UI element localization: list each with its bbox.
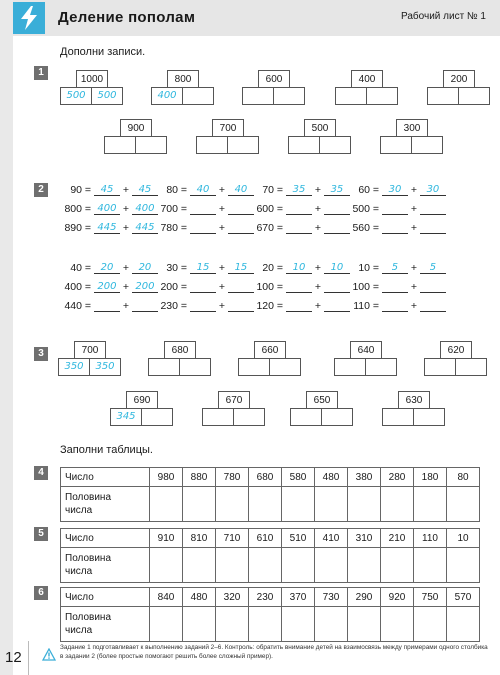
table-cell: 880 — [183, 468, 216, 487]
house-answer-right[interactable] — [273, 87, 305, 105]
answer-cell[interactable] — [348, 487, 381, 522]
halving-equation: 670 = + — [242, 222, 350, 234]
house-answer-left[interactable] — [382, 408, 414, 426]
halving-equation: 700 = + — [146, 203, 254, 215]
page-header — [13, 0, 500, 36]
answer-cell[interactable] — [381, 607, 414, 642]
answer-cell[interactable] — [150, 548, 183, 583]
halving-equation: 440 = + — [50, 300, 158, 312]
equation-sum: 10 — [358, 262, 370, 274]
answer-cell[interactable] — [216, 487, 249, 522]
answer-cell[interactable] — [315, 487, 348, 522]
number-house — [334, 341, 398, 383]
table-cell: 290 — [348, 588, 381, 607]
halving-equation: 80 = 40 + 40 — [146, 184, 254, 196]
house-number: 300 — [396, 119, 428, 137]
table-cell: 480 — [183, 588, 216, 607]
answer-blank[interactable]: 15 — [190, 262, 216, 274]
answer-cell[interactable] — [282, 607, 315, 642]
task-number: 4 — [34, 466, 48, 480]
house-answer-right[interactable] — [179, 358, 211, 376]
instruction-tables: Заполни таблицы. — [60, 444, 153, 456]
table-cell: 610 — [249, 529, 282, 548]
answer-cell[interactable] — [216, 607, 249, 642]
table-cell: 580 — [282, 468, 315, 487]
answer-blank[interactable]: 20 — [94, 262, 120, 274]
half-label-line2: числа — [65, 566, 93, 577]
answer-cell[interactable] — [315, 548, 348, 583]
answer-blank[interactable] — [420, 222, 446, 234]
halving-equation: 780 = + — [146, 222, 254, 234]
answer-cell[interactable] — [249, 548, 282, 583]
table-cell: 510 — [282, 529, 315, 548]
house-answer-left[interactable] — [202, 408, 234, 426]
number-house — [380, 119, 444, 161]
table-cell: 980 — [150, 468, 183, 487]
answer-blank[interactable] — [420, 281, 446, 293]
house-answer-left[interactable] — [380, 136, 412, 154]
table-cell: 230 — [249, 588, 282, 607]
half-label-line1: Половина — [65, 492, 112, 503]
answer-blank[interactable]: 30 — [420, 184, 446, 196]
house-answer-left[interactable] — [104, 136, 136, 154]
answer-blank[interactable]: 400 — [94, 203, 120, 215]
house-answer-right[interactable]: 500 — [91, 87, 123, 105]
house-number: 670 — [218, 391, 250, 409]
answer-blank[interactable]: 445 — [132, 222, 158, 234]
number-house — [148, 341, 212, 383]
half-label-line1: Половина — [65, 553, 112, 564]
table-cell: 180 — [414, 468, 447, 487]
number-house — [242, 70, 306, 112]
page-number: 12 — [5, 649, 22, 666]
answer-cell[interactable] — [183, 548, 216, 583]
answer-blank[interactable] — [382, 222, 408, 234]
halves-table-5 — [60, 528, 480, 583]
warning-icon — [42, 648, 56, 666]
task-number: 2 — [34, 183, 48, 197]
halves-table-6 — [60, 587, 480, 642]
equation-sum: 500 — [352, 203, 370, 215]
house-number: 900 — [120, 119, 152, 137]
answer-cell[interactable] — [447, 548, 480, 583]
answer-blank[interactable] — [420, 300, 446, 312]
number-house — [196, 119, 260, 161]
house-answer-right[interactable]: 350 — [89, 358, 121, 376]
table-cell: 570 — [447, 588, 480, 607]
answer-blank[interactable]: 200 — [132, 281, 158, 293]
table-cell: 810 — [183, 529, 216, 548]
table-cell: 920 — [381, 588, 414, 607]
house-number: 680 — [164, 341, 196, 359]
house-answer-left[interactable]: 400 — [151, 87, 183, 105]
table-cell: 910 — [150, 529, 183, 548]
equation-sum: 670 — [256, 222, 274, 234]
number-house — [290, 391, 354, 433]
answer-blank[interactable] — [286, 203, 312, 215]
halving-equation: 120 = + — [242, 300, 350, 312]
half-label-line2: числа — [65, 625, 93, 636]
house-number: 650 — [306, 391, 338, 409]
house-answer-right[interactable] — [411, 136, 443, 154]
house-answer-right[interactable] — [319, 136, 351, 154]
house-answer-left[interactable] — [334, 358, 366, 376]
answer-cell[interactable] — [183, 607, 216, 642]
table-cell: 10 — [447, 529, 480, 548]
answer-blank[interactable] — [190, 300, 216, 312]
halving-equation: 400 = 200 + 200 — [50, 281, 158, 293]
answer-cell[interactable] — [315, 607, 348, 642]
halving-equation: 10 = 5 + 5 — [338, 262, 446, 274]
task-number: 3 — [34, 347, 48, 361]
answer-blank[interactable]: 40 — [228, 184, 254, 196]
answer-cell[interactable] — [447, 487, 480, 522]
answer-cell[interactable] — [414, 487, 447, 522]
row-label-half — [61, 548, 150, 583]
answer-blank[interactable] — [420, 203, 446, 215]
house-number: 500 — [304, 119, 336, 137]
table-cell: 370 — [282, 588, 315, 607]
answer-blank[interactable]: 45 — [132, 184, 158, 196]
house-answer-left[interactable] — [427, 87, 459, 105]
table-cell: 210 — [381, 529, 414, 548]
teacher-note: Задание 1 подготавливает к выполнению заданий 2–6. Контроль: обратить внимание детей на взаимосвязь между примерами одного столбика в задании 2 (более простые помогают решить более сложный пример). — [60, 644, 488, 660]
equation-sum: 400 — [64, 281, 82, 293]
halving-equation: 800 = 400 + 400 — [50, 203, 158, 215]
answer-blank[interactable]: 10 — [324, 262, 350, 274]
answer-blank[interactable] — [382, 300, 408, 312]
answer-cell[interactable] — [150, 607, 183, 642]
equation-sum: 20 — [262, 262, 274, 274]
table-cell: 730 — [315, 588, 348, 607]
page-title: Деление пополам — [58, 9, 196, 26]
answer-cell[interactable] — [414, 548, 447, 583]
table-cell: 80 — [447, 468, 480, 487]
answer-cell[interactable] — [348, 548, 381, 583]
instruction-records: Дополни записи. — [60, 46, 146, 58]
house-answer-left[interactable] — [288, 136, 320, 154]
house-number: 400 — [351, 70, 383, 88]
equation-sum: 110 — [353, 300, 370, 312]
number-house — [335, 70, 399, 112]
worksheet-label: Рабочий лист № 1 — [401, 11, 486, 22]
answer-blank[interactable]: 10 — [286, 262, 312, 274]
answer-blank[interactable] — [190, 203, 216, 215]
halves-table-4 — [60, 467, 480, 522]
number-house — [104, 119, 168, 161]
house-answer-right[interactable] — [458, 87, 490, 105]
halving-equation: 560 = + — [338, 222, 446, 234]
equation-sum: 30 — [166, 262, 178, 274]
answer-blank[interactable] — [382, 203, 408, 215]
halving-equation: 30 = 15 + 15 — [146, 262, 254, 274]
equation-sum: 700 — [160, 203, 178, 215]
house-number: 700 — [212, 119, 244, 137]
answer-blank[interactable]: 35 — [324, 184, 350, 196]
house-number: 660 — [254, 341, 286, 359]
house-answer-left[interactable] — [238, 358, 270, 376]
answer-blank[interactable] — [382, 281, 408, 293]
equation-sum: 100 — [352, 281, 370, 293]
house-number: 800 — [167, 70, 199, 88]
answer-cell[interactable] — [183, 487, 216, 522]
house-answer-left[interactable] — [290, 408, 322, 426]
row-label-half — [61, 607, 150, 642]
answer-cell[interactable] — [150, 487, 183, 522]
answer-cell[interactable] — [282, 548, 315, 583]
answer-blank[interactable]: 45 — [94, 184, 120, 196]
answer-blank[interactable] — [94, 300, 120, 312]
house-answer-right[interactable] — [135, 136, 167, 154]
halving-equation: 200 = + — [146, 281, 254, 293]
equation-sum: 100 — [256, 281, 274, 293]
halving-equation: 500 = + — [338, 203, 446, 215]
equation-sum: 780 — [160, 222, 178, 234]
house-number: 640 — [350, 341, 382, 359]
table-cell: 280 — [381, 468, 414, 487]
house-answer-right[interactable] — [182, 87, 214, 105]
house-answer-left[interactable] — [148, 358, 180, 376]
house-answer-right[interactable] — [227, 136, 259, 154]
table-cell: 710 — [216, 529, 249, 548]
house-answer-right[interactable] — [365, 358, 397, 376]
halving-equation: 890 = 445 + 445 — [50, 222, 158, 234]
answer-cell[interactable] — [414, 607, 447, 642]
halving-equation: 90 = 45 + 45 — [50, 184, 158, 196]
lightning-icon — [13, 2, 45, 34]
house-number: 600 — [258, 70, 290, 88]
house-answer-right[interactable] — [366, 87, 398, 105]
house-answer-left[interactable] — [196, 136, 228, 154]
task-number: 6 — [34, 586, 48, 600]
equation-sum: 890 — [64, 222, 82, 234]
house-answer-right[interactable] — [269, 358, 301, 376]
answer-cell[interactable] — [348, 607, 381, 642]
table-cell: 380 — [348, 468, 381, 487]
house-number: 200 — [443, 70, 475, 88]
answer-blank[interactable] — [286, 222, 312, 234]
halving-equation: 110 = + — [338, 300, 446, 312]
equation-sum: 70 — [262, 184, 274, 196]
halving-equation: 20 = 10 + 10 — [242, 262, 350, 274]
answer-cell[interactable] — [249, 487, 282, 522]
house-answer-right[interactable] — [233, 408, 265, 426]
number-house — [110, 391, 174, 433]
house-number: 630 — [398, 391, 430, 409]
table-cell: 680 — [249, 468, 282, 487]
number-house — [382, 391, 446, 433]
table-cell: 780 — [216, 468, 249, 487]
house-answer-right[interactable] — [321, 408, 353, 426]
footer-divider — [28, 641, 29, 675]
house-number: 690 — [126, 391, 158, 409]
number-house — [424, 341, 488, 383]
house-answer-right[interactable] — [141, 408, 173, 426]
house-answer-right[interactable] — [413, 408, 445, 426]
row-label-number: Число — [61, 529, 150, 548]
answer-blank[interactable]: 20 — [132, 262, 158, 274]
table-cell: 410 — [315, 529, 348, 548]
house-number: 1000 — [76, 70, 108, 88]
table-cell: 320 — [216, 588, 249, 607]
equation-sum: 200 — [160, 281, 178, 293]
row-label-number: Число — [61, 468, 150, 487]
answer-blank[interactable]: 200 — [94, 281, 120, 293]
answer-blank[interactable] — [190, 222, 216, 234]
page-margin-strip — [0, 0, 13, 675]
table-cell: 110 — [414, 529, 447, 548]
number-house — [60, 70, 124, 112]
half-label-line1: Половина — [65, 612, 112, 623]
answer-blank[interactable]: 5 — [382, 262, 408, 274]
number-house — [238, 341, 302, 383]
house-answer-left[interactable] — [335, 87, 367, 105]
halving-equation: 600 = + — [242, 203, 350, 215]
answer-blank[interactable]: 35 — [286, 184, 312, 196]
answer-cell[interactable] — [381, 487, 414, 522]
halving-equation: 60 = 30 + 30 — [338, 184, 446, 196]
half-label-line2: числа — [65, 505, 93, 516]
task-number: 1 — [34, 66, 48, 80]
halving-equation: 230 = + — [146, 300, 254, 312]
house-answer-left[interactable] — [242, 87, 274, 105]
house-answer-left[interactable]: 350 — [58, 358, 90, 376]
answer-blank[interactable] — [190, 281, 216, 293]
number-house — [202, 391, 266, 433]
halving-equation: 100 = + — [242, 281, 350, 293]
house-answer-left[interactable] — [424, 358, 456, 376]
table-cell: 840 — [150, 588, 183, 607]
answer-blank[interactable]: 400 — [132, 203, 158, 215]
equation-sum: 90 — [70, 184, 82, 196]
halving-equation: 100 = + — [338, 281, 446, 293]
table-cell: 310 — [348, 529, 381, 548]
equation-sum: 800 — [64, 203, 82, 215]
number-house — [427, 70, 491, 112]
table-cell: 480 — [315, 468, 348, 487]
number-house — [58, 341, 122, 383]
house-answer-right[interactable] — [455, 358, 487, 376]
answer-blank[interactable]: 5 — [420, 262, 446, 274]
answer-blank[interactable] — [286, 281, 312, 293]
halving-equation: 40 = 20 + 20 — [50, 262, 158, 274]
house-number: 700 — [74, 341, 106, 359]
house-answer-left[interactable]: 500 — [60, 87, 92, 105]
answer-cell[interactable] — [216, 548, 249, 583]
answer-blank[interactable]: 445 — [94, 222, 120, 234]
answer-cell[interactable] — [381, 548, 414, 583]
answer-blank[interactable]: 15 — [228, 262, 254, 274]
equation-sum: 40 — [70, 262, 82, 274]
table-cell: 750 — [414, 588, 447, 607]
equation-sum: 120 — [256, 300, 274, 312]
number-house — [151, 70, 215, 112]
task-number: 5 — [34, 527, 48, 541]
equation-sum: 560 — [352, 222, 370, 234]
halving-equation: 70 = 35 + 35 — [242, 184, 350, 196]
equation-sum: 230 — [160, 300, 178, 312]
answer-cell[interactable] — [249, 607, 282, 642]
house-answer-left[interactable]: 345 — [110, 408, 142, 426]
row-label-half — [61, 487, 150, 522]
equation-sum: 440 — [64, 300, 82, 312]
equation-sum: 80 — [166, 184, 178, 196]
equation-sum: 600 — [256, 203, 274, 215]
house-number: 620 — [440, 341, 472, 359]
number-house — [288, 119, 352, 161]
row-label-number: Число — [61, 588, 150, 607]
answer-blank[interactable] — [286, 300, 312, 312]
equation-sum: 60 — [358, 184, 370, 196]
answer-cell[interactable] — [447, 607, 480, 642]
answer-cell[interactable] — [282, 487, 315, 522]
answer-blank[interactable]: 30 — [382, 184, 408, 196]
answer-blank[interactable]: 40 — [190, 184, 216, 196]
